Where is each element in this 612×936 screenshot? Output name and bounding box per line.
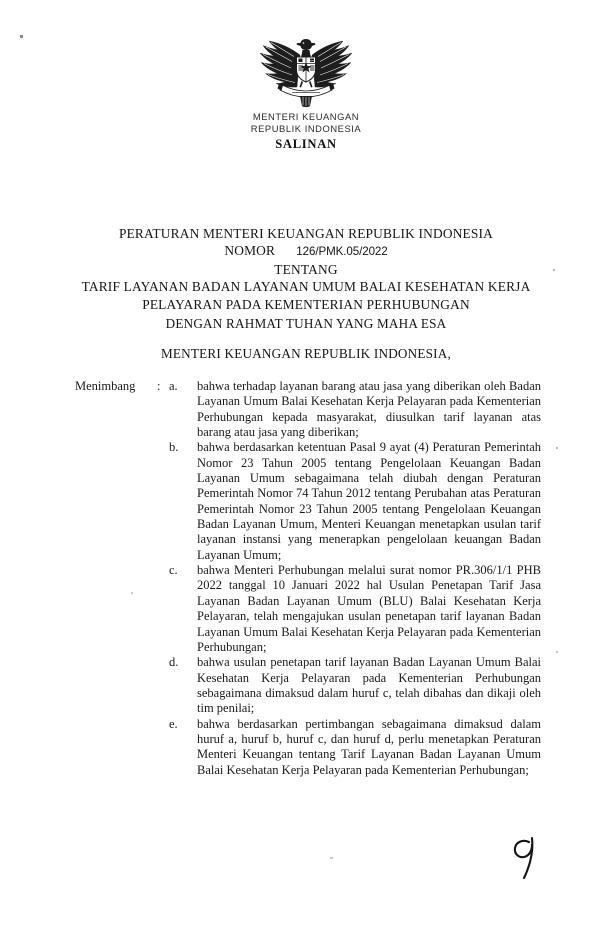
considering-colon: : [157, 379, 161, 393]
regulation-title-block [60, 225, 552, 313]
considering-item [169, 655, 541, 716]
item-text: bahwa terhadap layanan barang atau jasa yang diberikan oleh Badan Layanan Umum Balai Kesehatan Kerja Pelayaran pada Kementerian Perhubungan kepada masyarakat, diusulkan tarif layanan atas barang atau jasa yang diberikan; [197, 379, 541, 440]
emblem-container [0, 33, 612, 109]
item-marker: d. [169, 655, 179, 670]
signatory-office-line: MENTERI KEUANGAN REPUBLIK INDONESIA, [161, 346, 451, 361]
considering-item [169, 717, 541, 778]
item-text: bahwa usulan penetapan tarif layanan Badan Layanan Umum Balai Kesehatan Kerja Pelayaran pada Kementerian Perhubungan sebagaimana dimaksud dalam huruf c, telah dibahas dan dikaji oleh tim penilai; [197, 655, 541, 716]
ministry-line-1: MENTERI KEUANGAN [252, 111, 360, 122]
garuda-pancasila-emblem [254, 33, 358, 109]
title-line-2: TARIF LAYANAN BADAN LAYANAN UMUM BALAI KESEHATAN KERJA [81, 279, 531, 295]
nomor-value: 126/PMK.05/2022 [296, 245, 388, 259]
copy-stamp: SALINAN [275, 137, 337, 151]
considering-item-list [169, 379, 541, 778]
nomor-label: NOMOR [224, 243, 276, 259]
title-line-1: PERATURAN MENTERI KEUANGAN REPUBLIK INDONESIA [118, 226, 494, 241]
invocation-line: DENGAN RAHMAT TUHAN YANG MAHA ESA [165, 316, 447, 331]
item-marker: c. [169, 563, 178, 578]
ministry-line-2: REPUBLIK INDONESIA [250, 122, 362, 134]
scan-artifact-speck [556, 447, 558, 449]
regulation-number-line [60, 242, 552, 260]
considering-section [75, 379, 541, 778]
item-marker: e. [169, 716, 178, 731]
item-text: bahwa berdasarkan pertimbangan sebagaimana dimaksud dalam huruf a, huruf b, huruf c, dan huruf d, perlu menetapkan Peraturan Menteri Keuangan tentang Tarif Layanan Badan Layanan Umum Balai Kesehatan Kerja Pelayaran pada Kementerian Perhubungan; [197, 716, 541, 777]
item-text: bahwa Menteri Perhubungan melalui surat nomor PR.306/1/1 PHB 2022 tanggal 10 Januari 2022 hal Usulan Penetapan Tarif Jasa Layanan Badan Layanan Umum (BLU) Balai Kesehatan Kerja Pelayaran, telah mengajukan usulan penetapan tarif layanan Badan Layanan Umum Balai Kesehatan Kerja Pelayaran pada Kementerian Perhubungan; [197, 563, 541, 654]
tentang-label: TENTANG [274, 261, 338, 277]
ministry-header [0, 111, 612, 134]
considering-item [169, 440, 541, 563]
item-text: bahwa berdasarkan ketentuan Pasal 9 ayat (4) Peraturan Pemerintah Nomor 23 Tahun 2005 tentang Pengelolaan Keuangan Badan Layanan Umum sebagaimana telah diubah dengan Peraturan Pemerintah Nomor 74 Tahun 2012 tentang Perubahan atas Peraturan Pemerintah Nomor 23 Tahun 2005 tentang Pengelolaan Keuangan Badan Layanan Umum, Menteri Keuangan menetapkan usulan tarif layanan instansi yang menerapkan pengelolaan keuangan Badan Layanan Umum; [197, 440, 541, 562]
title-line-3: PELAYARAN PADA KEMENTERIAN PERHUBUNGAN [142, 296, 470, 312]
scan-artifact-speck [330, 857, 333, 859]
considering-label: Menimbang [75, 379, 136, 393]
item-marker: a. [169, 379, 178, 393]
scan-artifact-speck [556, 651, 558, 653]
considering-item [169, 379, 541, 440]
item-marker: b. [169, 440, 179, 455]
scan-artifact-speck [553, 269, 555, 271]
considering-item [169, 563, 541, 655]
handwritten-paraph-initial [508, 836, 544, 880]
